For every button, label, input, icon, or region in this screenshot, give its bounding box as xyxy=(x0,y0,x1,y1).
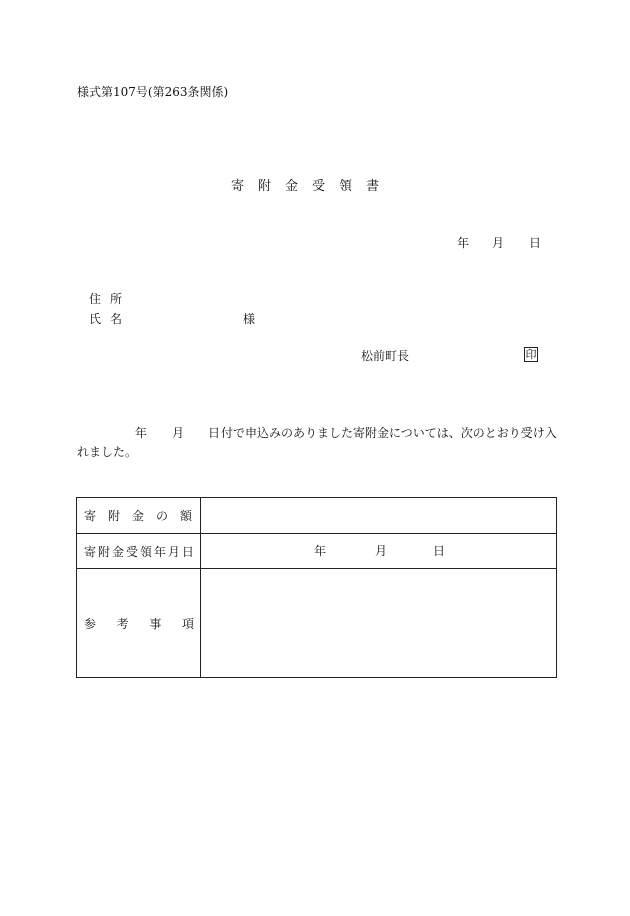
remarks-label-char: 参 xyxy=(84,616,97,631)
receipt-date-label xyxy=(77,543,200,560)
receipt-date-label-char: 附 xyxy=(97,544,110,559)
amount-label-char: 寄 xyxy=(84,509,97,523)
honorific: 様 xyxy=(243,312,256,326)
table-row-amount xyxy=(77,498,557,534)
body-day: 日 xyxy=(208,426,221,440)
remarks-label-char: 事 xyxy=(149,616,162,631)
amount-label xyxy=(77,507,200,524)
remarks-label-cell xyxy=(77,569,201,678)
remarks-value-cell xyxy=(201,569,557,678)
name-label-char-2: 名 xyxy=(110,312,123,326)
amount-label-char: 額 xyxy=(179,509,192,523)
remarks-label xyxy=(77,615,200,632)
receipt-date-year: 年 xyxy=(314,544,327,558)
receipt-date-label-char: 領 xyxy=(139,544,152,559)
receipt-date-label-char: 日 xyxy=(181,544,194,559)
body-year: 年 xyxy=(135,426,148,440)
name-label-char-1: 氏 xyxy=(89,312,102,326)
amount-label-char: 金 xyxy=(131,509,144,523)
amount-label-char: 附 xyxy=(107,509,120,523)
issue-date-day: 日 xyxy=(529,236,542,250)
receipt-date-value-cell xyxy=(201,534,557,569)
remarks-label-char: 項 xyxy=(181,616,194,631)
document-title: 寄附金受領書 xyxy=(231,179,394,194)
seal-stamp-mark: 印 xyxy=(525,348,537,361)
receipt-date-fields xyxy=(201,534,556,568)
receipt-date-label-cell xyxy=(77,534,201,569)
receipt-date-label-char: 寄 xyxy=(84,544,97,559)
body-line-2: れました。 xyxy=(77,445,138,459)
issue-date-month: 月 xyxy=(492,236,505,250)
table-row-receipt-date xyxy=(77,534,557,569)
receipt-date-label-char: 受 xyxy=(125,544,138,559)
amount-value-cell xyxy=(201,498,557,534)
remarks-label-char: 考 xyxy=(116,616,129,631)
receipt-date-label-char: 年 xyxy=(153,544,166,559)
issuer-name: 松前町長 xyxy=(361,349,410,363)
receipt-date-label-char: 金 xyxy=(111,544,124,559)
body-line-1: 付で申込みのありました寄附金については、次のとおり受け入 xyxy=(221,426,557,440)
amount-label-char: の xyxy=(155,509,168,523)
receipt-date-day: 日 xyxy=(433,544,446,558)
body-month: 月 xyxy=(172,426,185,440)
address-label-char-2: 所 xyxy=(110,292,123,306)
form-number: 様式第107号(第263条関係) xyxy=(77,85,229,99)
receipt-date-month: 月 xyxy=(375,544,388,558)
issue-date-year: 年 xyxy=(457,236,470,250)
table-row-remarks xyxy=(77,569,557,678)
address-label-char-1: 住 xyxy=(89,292,102,306)
receipt-date-label-char: 月 xyxy=(167,544,180,559)
donation-table xyxy=(76,497,557,678)
amount-label-cell xyxy=(77,498,201,534)
